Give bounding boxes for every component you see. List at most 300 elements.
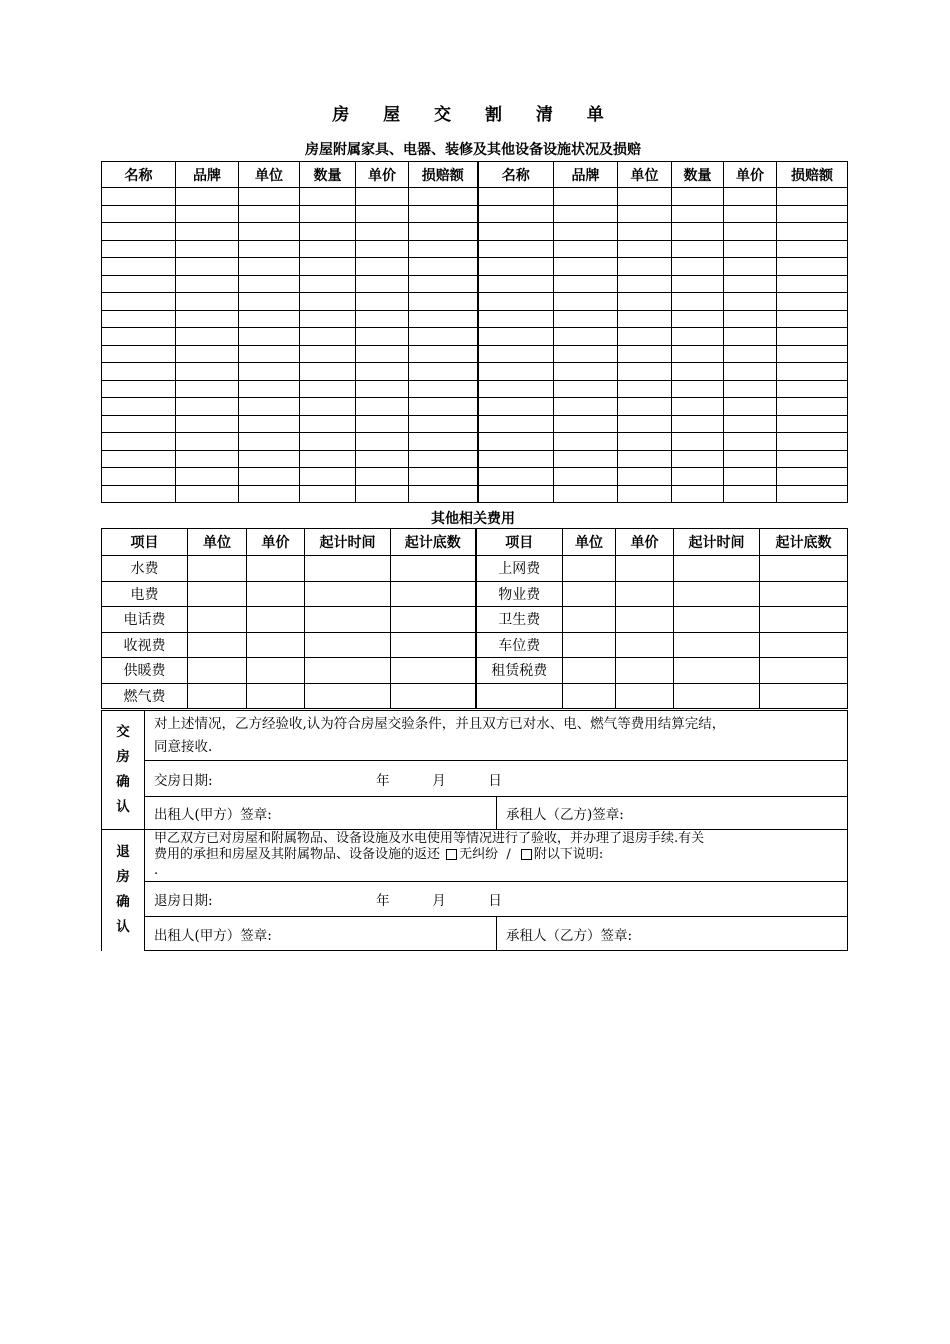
table-cell[interactable] [674,658,760,684]
table-cell[interactable] [672,345,724,363]
table-cell[interactable] [554,468,618,486]
table-cell[interactable] [102,415,176,433]
table-cell[interactable] [188,683,247,709]
table-cell[interactable] [777,328,848,346]
table-cell[interactable] [188,556,247,582]
table-cell[interactable] [239,450,300,468]
table-cell[interactable] [356,240,409,258]
table-cell[interactable] [554,450,618,468]
table-cell[interactable] [760,581,848,607]
table-cell[interactable] [672,223,724,241]
table-cell[interactable] [176,345,239,363]
table-cell[interactable] [356,468,409,486]
table-cell[interactable] [672,485,724,503]
return-statement [145,830,848,882]
table-cell[interactable] [300,380,356,398]
table-cell[interactable] [554,363,618,381]
table-cell[interactable] [478,485,554,503]
table-cell[interactable] [777,275,848,293]
table-cell[interactable] [305,632,391,658]
table-cell[interactable] [300,468,356,486]
handover-statement [145,711,848,761]
table-cell[interactable] [409,345,478,363]
table-cell[interactable] [618,293,672,311]
table-row [102,380,848,398]
table-cell[interactable] [409,240,478,258]
table-cell[interactable] [554,485,618,503]
table-cell[interactable] [563,683,616,709]
table-cell[interactable] [300,363,356,381]
table-cell[interactable] [554,310,618,328]
table-cell[interactable] [300,328,356,346]
table-cell[interactable] [102,380,176,398]
table-cell[interactable] [102,345,176,363]
table-cell[interactable] [777,468,848,486]
table-cell[interactable] [760,683,848,709]
page-title: 房 屋 交 割 清 单 [332,105,618,125]
table-cell[interactable] [300,293,356,311]
column-header: 损赔额 [409,162,478,188]
column-header: 数量 [672,162,724,188]
table-cell[interactable] [409,310,478,328]
table-cell[interactable] [239,380,300,398]
table-cell[interactable] [724,485,777,503]
table-cell[interactable] [777,188,848,206]
table-cell[interactable] [176,415,239,433]
table-cell[interactable] [554,380,618,398]
table-cell[interactable] [672,450,724,468]
table-cell[interactable] [102,450,176,468]
table-cell[interactable] [478,293,554,311]
table-cell[interactable] [618,450,672,468]
table-cell[interactable] [616,658,674,684]
table-cell[interactable] [409,363,478,381]
table-cell[interactable] [760,556,848,582]
table-cell[interactable] [724,205,777,223]
table-cell[interactable] [672,380,724,398]
table-cell[interactable] [618,345,672,363]
table-cell[interactable] [356,188,409,206]
table-cell[interactable] [188,658,247,684]
table-cell[interactable] [356,328,409,346]
table-cell[interactable] [724,310,777,328]
table-cell[interactable] [239,223,300,241]
table-cell[interactable] [563,632,616,658]
table-cell[interactable] [409,398,478,416]
table-cell[interactable] [102,275,176,293]
table-cell[interactable] [247,581,305,607]
table-cell[interactable] [554,328,618,346]
table-cell[interactable] [300,450,356,468]
return-date-label: 退房日期: [154,893,213,909]
table-cell[interactable] [554,293,618,311]
table-cell[interactable] [478,345,554,363]
label-char: 房 [116,749,130,765]
table-cell[interactable] [239,310,300,328]
table-cell[interactable] [300,223,356,241]
table-cell[interactable] [409,380,478,398]
table-cell[interactable] [102,363,176,381]
table-cell[interactable] [239,188,300,206]
table-cell[interactable] [618,380,672,398]
table-cell[interactable] [672,275,724,293]
table-cell[interactable] [391,581,476,607]
table-cell[interactable] [777,310,848,328]
table-cell[interactable] [356,450,409,468]
handover-tenant-sign[interactable]: 承租人（乙方)签章: [497,797,848,830]
table-cell[interactable] [618,205,672,223]
table-cell[interactable] [618,468,672,486]
table-cell[interactable] [102,485,176,503]
notes-checkbox[interactable] [521,849,532,860]
table-cell[interactable] [724,363,777,381]
table-cell[interactable] [176,223,239,241]
fee-item-label: 燃气费 [102,683,188,709]
table-cell[interactable] [554,258,618,276]
table-cell[interactable] [478,380,554,398]
return-date-row [102,882,848,917]
table-cell[interactable] [674,556,760,582]
table-cell[interactable] [409,328,478,346]
table-cell[interactable] [356,415,409,433]
table-cell[interactable] [300,433,356,451]
table-cell[interactable] [618,433,672,451]
table-cell[interactable] [239,485,300,503]
table-cell[interactable] [356,433,409,451]
table-cell[interactable] [102,398,176,416]
table-cell[interactable] [247,632,305,658]
table-cell[interactable] [554,205,618,223]
table-cell[interactable] [724,380,777,398]
table-cell[interactable] [176,240,239,258]
table-cell[interactable] [618,398,672,416]
fee-item-label: 电费 [102,581,188,607]
table-cell[interactable] [176,205,239,223]
table-cell[interactable] [176,380,239,398]
table-cell[interactable] [239,258,300,276]
table-cell[interactable] [554,415,618,433]
table-cell[interactable] [247,683,305,709]
table-cell[interactable] [618,275,672,293]
table-cell[interactable] [356,223,409,241]
fee-item-label: 车位费 [476,632,563,658]
table-cell[interactable] [478,275,554,293]
table-cell[interactable] [478,223,554,241]
table-cell[interactable] [563,556,616,582]
table-cell[interactable] [102,433,176,451]
table-cell[interactable] [724,450,777,468]
table-cell[interactable] [305,658,391,684]
table-cell[interactable] [239,275,300,293]
table-cell[interactable] [672,433,724,451]
table-cell[interactable] [563,607,616,633]
table-cell[interactable] [760,632,848,658]
return-statement-row [102,830,848,882]
table-cell[interactable] [554,275,618,293]
table-cell[interactable] [777,240,848,258]
table-cell[interactable] [554,433,618,451]
table-cell[interactable] [356,345,409,363]
table-row [102,293,848,311]
table-cell[interactable] [239,363,300,381]
table-cell[interactable] [674,632,760,658]
table-cell[interactable] [616,556,674,582]
table-cell[interactable] [300,240,356,258]
table-cell[interactable] [356,205,409,223]
table-cell[interactable] [618,328,672,346]
table-cell[interactable] [391,556,476,582]
table-cell[interactable] [102,328,176,346]
table-cell[interactable] [188,581,247,607]
table-cell[interactable] [300,415,356,433]
table-cell[interactable] [618,485,672,503]
table-cell[interactable] [300,398,356,416]
handover-confirm-label [102,711,145,830]
table-cell[interactable] [777,258,848,276]
table-cell[interactable] [239,468,300,486]
table-cell[interactable] [616,683,674,709]
table-cell[interactable] [616,632,674,658]
table-cell[interactable] [672,398,724,416]
table-cell[interactable] [478,415,554,433]
table-cell[interactable] [724,345,777,363]
return-date-field[interactable] [145,882,848,917]
table-cell[interactable] [724,398,777,416]
table-cell[interactable] [102,293,176,311]
table-cell[interactable] [247,658,305,684]
table-cell[interactable] [724,223,777,241]
table-cell[interactable] [239,205,300,223]
no-dispute-checkbox[interactable] [446,849,457,860]
table-cell[interactable] [674,683,760,709]
table-cell[interactable] [102,205,176,223]
table-cell[interactable] [239,293,300,311]
table-cell[interactable] [777,363,848,381]
table-cell[interactable] [391,607,476,633]
table-cell[interactable] [239,240,300,258]
table-cell[interactable] [672,240,724,258]
table-cell[interactable] [300,485,356,503]
table-cell[interactable] [176,398,239,416]
table-cell[interactable] [672,328,724,346]
table-cell[interactable] [478,205,554,223]
table-cell[interactable] [777,293,848,311]
table-cell[interactable] [724,258,777,276]
table-cell[interactable] [356,363,409,381]
table-cell[interactable] [478,450,554,468]
table-cell[interactable] [176,468,239,486]
table-cell[interactable] [300,258,356,276]
table-cell[interactable] [777,380,848,398]
table-cell[interactable] [409,258,478,276]
table-cell[interactable] [239,345,300,363]
table-cell[interactable] [724,240,777,258]
table-cell[interactable] [176,450,239,468]
table-cell[interactable] [724,433,777,451]
table-cell[interactable] [188,607,247,633]
return-statement-line: 甲乙双方已对房屋和附属物品、设备设施及水电使用等情况进行了验收，并办理了退房手续.有关 [154,831,705,846]
table-cell[interactable] [672,205,724,223]
handover-sign-row [102,797,848,830]
table-cell[interactable] [554,188,618,206]
return-landlord-sign[interactable]: 出租人(甲方）签章: [145,917,497,951]
table-cell[interactable] [391,632,476,658]
table-cell[interactable] [724,415,777,433]
table-cell[interactable] [356,258,409,276]
table-cell[interactable] [618,258,672,276]
table-cell[interactable] [409,223,478,241]
table-cell[interactable] [409,433,478,451]
table-cell[interactable] [102,258,176,276]
table-cell[interactable] [305,683,391,709]
table-cell[interactable] [247,607,305,633]
table-cell[interactable] [300,188,356,206]
table-cell[interactable] [724,293,777,311]
table-cell[interactable] [618,223,672,241]
table-cell[interactable] [409,450,478,468]
table-cell[interactable] [672,468,724,486]
table-cell[interactable] [409,188,478,206]
table-row [102,240,848,258]
table-cell[interactable] [391,683,476,709]
table-cell[interactable] [102,468,176,486]
table-cell[interactable] [724,188,777,206]
table-cell[interactable] [777,223,848,241]
fee-item-label: 收视费 [102,632,188,658]
table-cell[interactable] [724,468,777,486]
table-cell[interactable] [672,258,724,276]
table-cell[interactable] [618,363,672,381]
table-cell[interactable] [176,433,239,451]
table-cell[interactable] [478,433,554,451]
table-cell[interactable] [777,415,848,433]
table-cell[interactable] [356,398,409,416]
table-cell[interactable] [300,275,356,293]
table-cell[interactable] [176,328,239,346]
table-cell[interactable] [356,293,409,311]
label-char: 交 [116,724,130,740]
table-cell[interactable] [777,485,848,503]
table-cell[interactable] [672,415,724,433]
handover-statement-row [102,711,848,761]
table-cell[interactable] [777,345,848,363]
table-cell[interactable] [672,310,724,328]
table-cell[interactable] [409,205,478,223]
handover-date-field[interactable] [145,761,848,797]
table-cell[interactable] [305,581,391,607]
table-cell[interactable] [616,581,674,607]
column-header: 起计时间 [305,529,391,556]
table-cell[interactable] [478,328,554,346]
table-cell[interactable] [672,363,724,381]
table-cell[interactable] [102,188,176,206]
table-cell[interactable] [356,310,409,328]
table-cell[interactable] [176,293,239,311]
table-cell[interactable] [760,658,848,684]
table-row [102,415,848,433]
table-cell[interactable] [188,632,247,658]
table-cell[interactable] [478,363,554,381]
table-cell[interactable] [563,581,616,607]
table-cell[interactable] [777,205,848,223]
table-cell[interactable] [305,556,391,582]
table-cell[interactable] [176,363,239,381]
fee-item-label: 卫生费 [476,607,563,633]
table-cell[interactable] [356,275,409,293]
table-row [102,485,848,503]
table-cell[interactable] [554,345,618,363]
table-cell[interactable] [777,450,848,468]
table-cell[interactable] [674,581,760,607]
table-cell[interactable] [618,240,672,258]
table-cell[interactable] [239,433,300,451]
table-cell[interactable] [239,415,300,433]
table-cell[interactable] [409,468,478,486]
table-cell[interactable] [618,188,672,206]
table-cell[interactable] [554,398,618,416]
table-cell[interactable] [176,188,239,206]
table-cell[interactable] [554,223,618,241]
table-cell[interactable] [102,240,176,258]
table-cell[interactable] [409,415,478,433]
table-cell[interactable] [777,398,848,416]
table-cell[interactable] [478,468,554,486]
table-cell[interactable] [300,345,356,363]
table-cell[interactable] [391,658,476,684]
table-cell[interactable] [760,607,848,633]
table-cell[interactable] [777,433,848,451]
table-cell[interactable] [239,398,300,416]
fee-item-label: 上网费 [476,556,563,582]
table-cell[interactable] [618,310,672,328]
table-cell[interactable] [305,607,391,633]
table-cell[interactable] [674,607,760,633]
table-cell[interactable] [239,328,300,346]
table-cell[interactable] [247,556,305,582]
table-cell[interactable] [300,310,356,328]
label-char: 房 [116,869,130,886]
table-cell[interactable] [176,258,239,276]
table-cell[interactable] [616,607,674,633]
table-cell[interactable] [618,415,672,433]
table-cell[interactable] [102,310,176,328]
table-cell[interactable] [724,328,777,346]
return-tenant-sign[interactable]: 承租人（乙方）签章: [497,917,848,951]
table-cell[interactable] [672,293,724,311]
table-cell[interactable] [176,485,239,503]
table-cell[interactable] [356,485,409,503]
table-row [102,188,848,206]
table-cell[interactable] [176,310,239,328]
table-cell[interactable] [176,275,239,293]
table-cell[interactable] [300,205,356,223]
table-cell[interactable] [409,293,478,311]
table-cell[interactable] [672,188,724,206]
table-cell[interactable] [724,275,777,293]
table-cell[interactable] [409,275,478,293]
table-cell[interactable] [478,258,554,276]
table-cell[interactable] [102,223,176,241]
table-cell[interactable] [478,188,554,206]
table-cell[interactable] [409,485,478,503]
table-cell[interactable] [478,310,554,328]
table-cell[interactable] [554,240,618,258]
table-cell[interactable] [478,398,554,416]
table-cell[interactable] [356,380,409,398]
handover-landlord-sign[interactable]: 出租人(甲方）签章: [145,797,497,830]
table-cell[interactable] [478,240,554,258]
table-cell[interactable] [563,658,616,684]
